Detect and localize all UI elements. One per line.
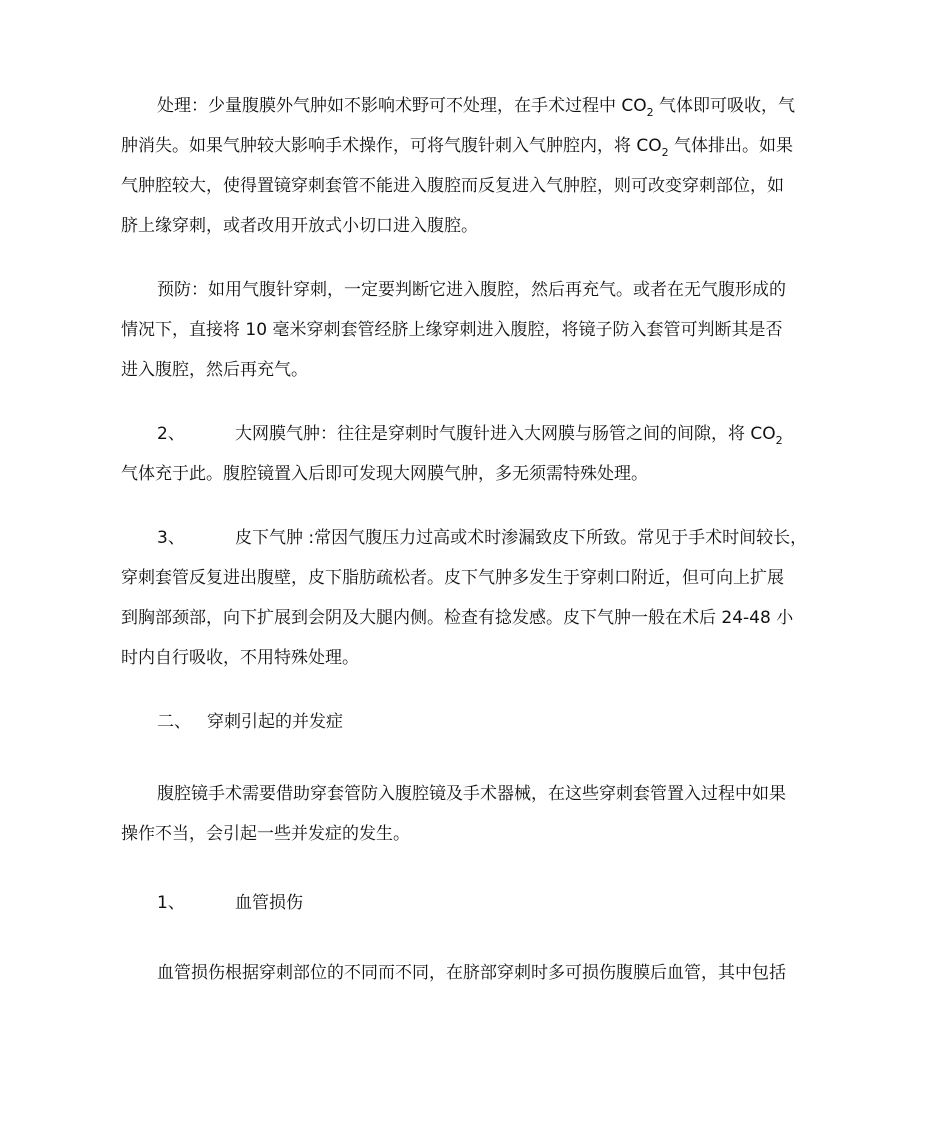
intro-line-2: 操作不当，会引起一些并发症的发生。 (121, 824, 410, 844)
section-heading-line (121, 702, 831, 742)
subsection-heading (121, 883, 831, 923)
section-number: 二、 (157, 712, 191, 732)
section-heading (121, 702, 831, 742)
subsection-number: 1、 (157, 893, 185, 913)
subcutaneous-line-1: 3、 皮下气肿 :常因气腹压力过高或术时渗漏致皮下所致。常见于手术时间较长， (121, 518, 831, 558)
item-number: 2、 (157, 424, 185, 444)
omentum-line-2: 气体充于此。腹腔镜置入后即可发现大网膜气肿，多无须需特殊处理。 (121, 464, 648, 484)
subsection-heading-line (121, 883, 831, 923)
subsection-title: 血管损伤 (235, 893, 303, 913)
vascular-line-1: 血管损伤根据穿刺部位的不同而不同，在脐部穿刺时多可损伤腹膜后血管，其中包括 (157, 963, 786, 983)
treatment-line-4: 脐上缘穿刺，或者改用开放式小切口进入腹腔。 (121, 216, 478, 236)
subcutaneous-line-2: 穿刺套管反复进出腹壁，皮下脂肪疏松者。皮下气肿多发生于穿刺口附近，但可向上扩展 (121, 568, 784, 588)
treatment-line-1: 处理：少量腹膜外气肿如不影响术野可不处理，在手术过程中 $CO_2$ 气体即可吸收，气 (157, 96, 796, 119)
prevention-paragraph (121, 270, 831, 390)
omentum-line-1: 2、 大网膜气肿：往往是穿刺时气腹针进入大网膜与肠管之间的间隙，将 $CO_2$ (121, 414, 831, 454)
treatment-line-2: 肿消失。如果气肿较大影响手术操作，可将气腹针刺入气肿腔内，将 $CO_2$ 气体排出。如果 (121, 136, 794, 159)
subcutaneous-paragraph (121, 518, 831, 678)
intro-line-1: 腹腔镜手术需要借助穿套管防入腹腔镜及手术器械，在这些穿刺套管置入过程中如果 (157, 784, 786, 804)
treatment-line-3: 气肿腔较大，使得置镜穿刺套管不能进入腹腔而反复进入气肿腔，则可改变穿刺部位，如 (121, 176, 784, 196)
omentum-paragraph (121, 414, 831, 494)
section-title: 穿刺引起的并发症 (207, 712, 343, 732)
subcutaneous-line-4: 时内自行吸收，不用特殊处理。 (121, 648, 359, 668)
item-number: 3、 (157, 528, 185, 548)
treatment-paragraph (121, 86, 831, 246)
prevention-line-2: 情况下，直接将 10 毫米穿刺套管经脐上缘穿刺进入腹腔，将镜子防入套管可判断其是否 (121, 320, 783, 340)
prevention-line-3: 进入腹腔，然后再充气。 (121, 360, 308, 380)
vascular-paragraph (121, 953, 831, 993)
subcutaneous-line-3: 到胸部颈部，向下扩展到会阴及大腿内侧。检查有捻发感。皮下气肿一般在术后 24-48 小 (121, 608, 794, 628)
intro-paragraph (121, 774, 831, 854)
prevention-line-1: 预防：如用气腹针穿刺，一定要判断它进入腹腔，然后再充气。或者在无气腹形成的 (157, 280, 786, 300)
